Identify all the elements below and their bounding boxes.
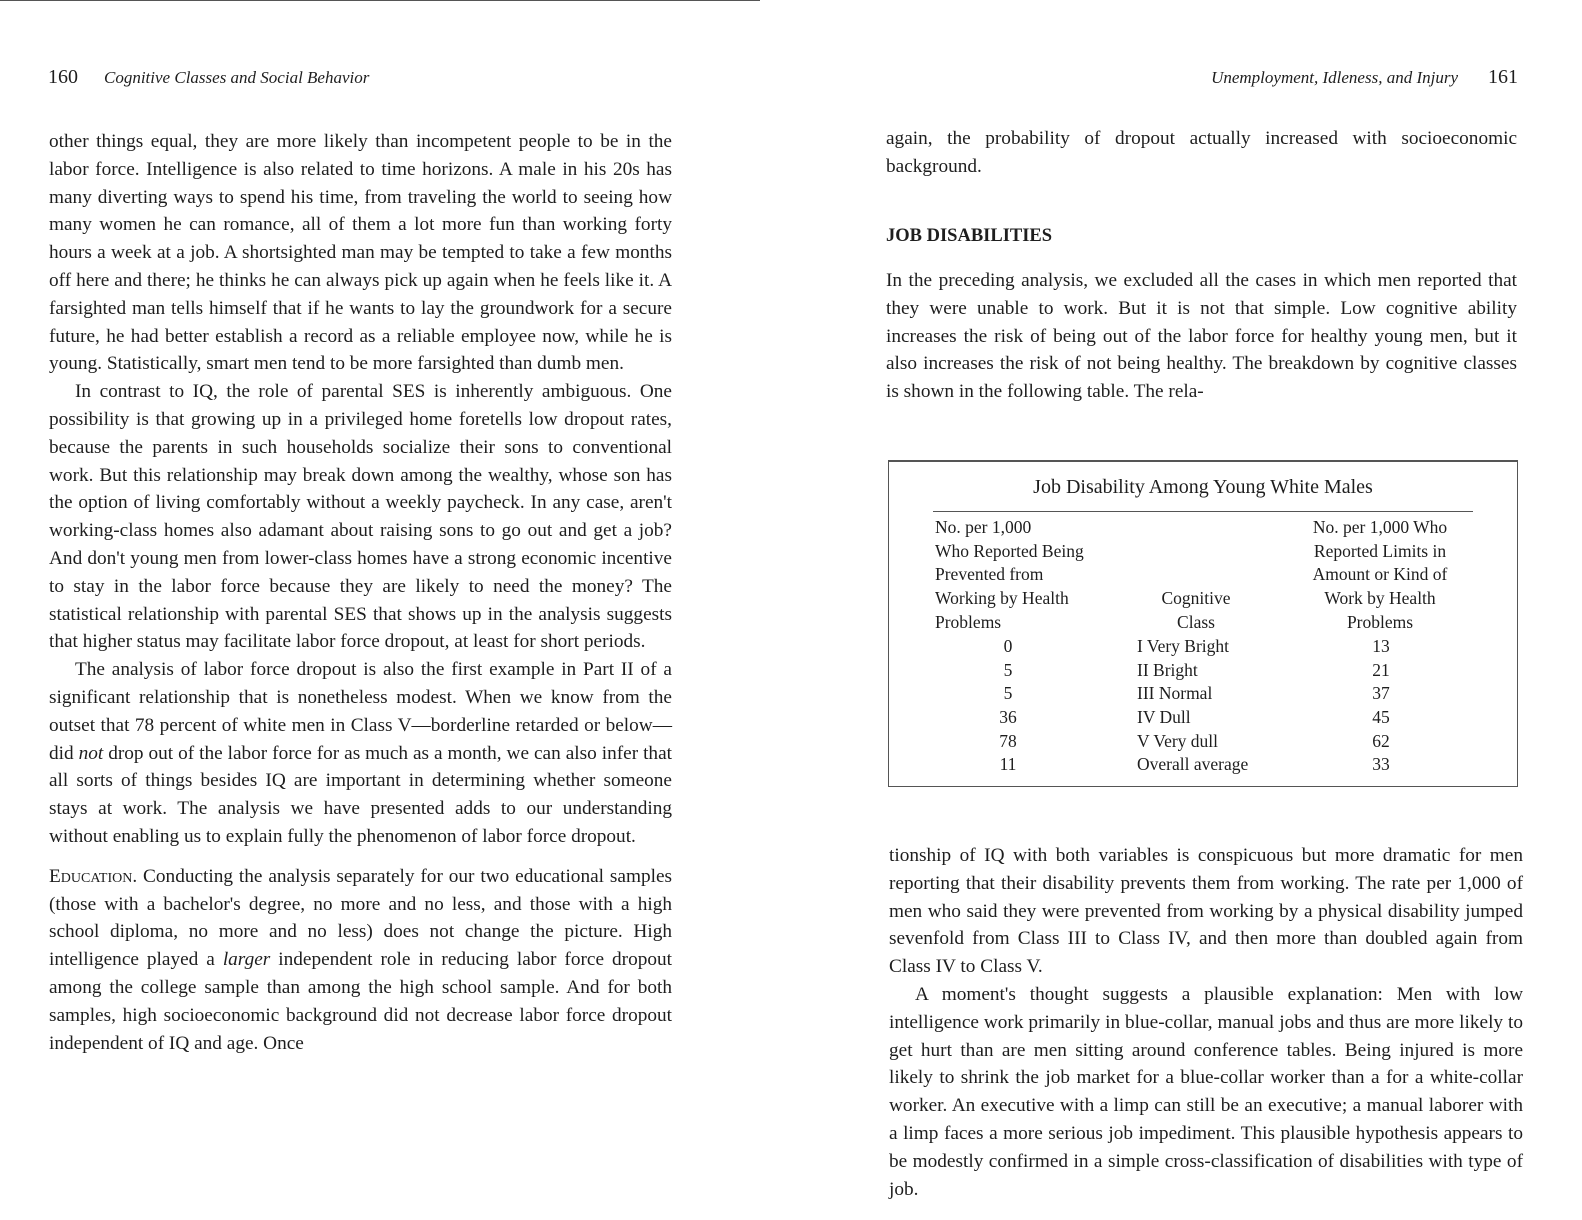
cell-limits: 62 bbox=[1372, 730, 1390, 751]
para3-text-b: drop out of the labor force for as much as a month, we can also infer that all sorts of things besides IQ are important in determining whether someone stays at work. The analysis we have presented adds to our understanding without enabling us to explain fully the phenomenon of labor force dropout. bbox=[49, 742, 672, 847]
education-text-a: . Conducting the analysis separately for our two educational samples (those with a bachelor's degree, no more and no less, and those with a high school diploma, no more and no less) does not change the picture. High intelligence played a bbox=[49, 865, 672, 971]
education-emphasis: larger bbox=[222, 949, 271, 971]
right-bottom-text bbox=[889, 842, 1523, 1203]
col-header-line: Who Reported Being bbox=[935, 540, 1084, 561]
cell-class: V Very dull bbox=[1137, 730, 1219, 751]
left-paragraph-3 bbox=[49, 656, 672, 851]
cell-class: II Bright bbox=[1137, 659, 1198, 680]
cell-class: III Normal bbox=[1137, 683, 1213, 704]
job-disability-table bbox=[888, 460, 1518, 787]
education-paragraph bbox=[49, 863, 672, 1058]
para3-text-a: The analysis of labor force dropout is also the first example in Part II of a significant relationship that is nonetheless modest. When we know from the outset that 78 percent of white men in Class V—borderline retarded or below—did bbox=[49, 659, 672, 764]
col-header-prevented bbox=[935, 516, 1145, 635]
table-body bbox=[889, 635, 1517, 777]
right-running-title: Unemployment, Idleness, and Injury bbox=[1211, 68, 1458, 87]
col-header-line: No. per 1,000 Who bbox=[1312, 517, 1448, 537]
cell-prevented: 5 bbox=[1003, 683, 1013, 704]
para3-emphasis: not bbox=[78, 742, 104, 764]
table-row bbox=[889, 753, 1517, 777]
right-running-head bbox=[1211, 66, 1518, 89]
cell-limits: 37 bbox=[1372, 683, 1390, 704]
cell-prevented: 78 bbox=[999, 730, 1017, 751]
col-header-line: No. per 1,000 bbox=[935, 517, 1032, 537]
cell-class: Overall average bbox=[1137, 754, 1249, 775]
right-page-number: 161 bbox=[1488, 66, 1518, 88]
left-body-text bbox=[49, 128, 672, 1057]
table-row bbox=[889, 730, 1517, 754]
pre-table-paragraph: In the preceding analysis, we excluded all the cases in which men reported that they were unable to work. But it is not that simple. Low cognitive ability increases the risk of being out of the labor force for healthy young men, but it also increases the risk of not being healthy. The breakdown by cognitive classes is shown in the following table. The rela- bbox=[886, 270, 1517, 403]
table-row bbox=[889, 659, 1517, 683]
col-header-line: Cognitive bbox=[1161, 588, 1231, 608]
section-heading: JOB DISABILITIES bbox=[886, 226, 1053, 246]
cell-limits: 45 bbox=[1372, 707, 1390, 728]
table-title: Job Disability Among Young White Males bbox=[1033, 476, 1373, 498]
cell-prevented: 5 bbox=[1003, 659, 1013, 680]
cell-prevented: 0 bbox=[1003, 636, 1013, 656]
right-top-paragraph: again, the probability of dropout actually increased with socioeconomic background. bbox=[886, 128, 1517, 177]
col-header-line: Class bbox=[1177, 611, 1215, 632]
cell-class: IV Dull bbox=[1137, 707, 1191, 728]
col-header-cognitive-class bbox=[1121, 587, 1271, 634]
education-run-in-head: Education bbox=[49, 865, 133, 887]
left-page bbox=[0, 0, 720, 1220]
left-paragraph-2: In contrast to IQ, the role of parental SES is inherently ambiguous. One possibility is that growing up in a privileged home foretells low dropout rates, because the parents in such households socialize their sons to conventional work. But this relationship may break down among the wealthy, whose son has the option of living comfortably without a weekly paycheck. In any case, aren't working-class homes also adamant about raising sons to go out and get a job? And don't young men from lower-class homes have a strong economic incentive to stay in the labor force because they are likely to need the money? The statistical relationship with parental SES that shows up in the analysis suggests that higher status may facilitate labor force dropout, at least for short periods. bbox=[49, 381, 672, 653]
table-row bbox=[889, 682, 1517, 706]
post-table-paragraph-2: A moment's thought suggests a plausible explanation: Men with low intelligence work primarily in blue-collar, manual jobs and thus are more likely to get hurt than are men sitting around conference tables. Being injured is more likely to shrink the job market for a blue-collar worker than a for a white-collar worker. An executive with a limp can still be an executive; a manual laborer with a limp faces a more serious job impediment. This plausible hypothesis appears to be modestly confirmed in a simple cross-classification of disabilities with type of job. bbox=[889, 983, 1523, 1200]
cell-class: I Very Bright bbox=[1137, 636, 1230, 656]
cell-prevented: 36 bbox=[999, 707, 1017, 728]
col-header-line: Prevented from bbox=[935, 564, 1044, 585]
col-header-line: Problems bbox=[1346, 611, 1414, 632]
col-header-line: Reported Limits in bbox=[1313, 540, 1447, 561]
left-running-head bbox=[48, 66, 369, 89]
post-table-paragraph-1: tionship of IQ with both variables is conspicuous but more dramatic for men reporting that their disability prevents them from working. The rate per 1,000 of men who said they were prevented from working by a physical disability jumped sevenfold from Class III to Class IV, and then more than doubled again from Class IV to Class V. bbox=[889, 845, 1523, 978]
cell-limits: 21 bbox=[1372, 659, 1390, 680]
education-text-b: independent role in reducing labor force dropout among the college sample than among the high school sample. And for both samples, high socioeconomic background did not decrease labor force dropout independent of IQ and age. Once bbox=[49, 949, 672, 1054]
right-page bbox=[870, 0, 1582, 1220]
col-header-limits bbox=[1285, 516, 1475, 635]
col-header-line: Working by Health bbox=[935, 588, 1069, 609]
right-top-text bbox=[886, 125, 1517, 181]
col-header-line: Amount or Kind of bbox=[1312, 564, 1448, 585]
right-mid-text bbox=[886, 267, 1517, 406]
cell-prevented: 11 bbox=[999, 754, 1017, 775]
left-paragraph-1: other things equal, they are more likely than incompetent people to be in the labor force. Intelligence is also related to time horizons. A male in his 20s has many diverting ways to spend his time, from traveling the world to seeing how many women he can romance, all of them a lot more fun than working forty hours a week at a job. A shortsighted man may be tempted to take a few months off here and there; he thinks he can always pick up again when he feels like it. A farsighted man tells himself that if he wants to lay the groundwork for a secure future, he had better establish a record as a reliable employee now, while he is young. Statistically, smart men tend to be more farsighted than dumb men. bbox=[49, 131, 672, 375]
left-running-title: Cognitive Classes and Social Behavior bbox=[104, 68, 370, 87]
cell-limits: 13 bbox=[1372, 636, 1390, 656]
table-row bbox=[889, 635, 1517, 659]
table-title-rule bbox=[933, 511, 1473, 512]
cell-limits: 33 bbox=[1372, 754, 1390, 775]
col-header-line: Work by Health bbox=[1324, 588, 1436, 609]
left-page-number: 160 bbox=[48, 66, 78, 88]
col-header-line: Problems bbox=[935, 611, 1002, 632]
table-row bbox=[889, 706, 1517, 730]
